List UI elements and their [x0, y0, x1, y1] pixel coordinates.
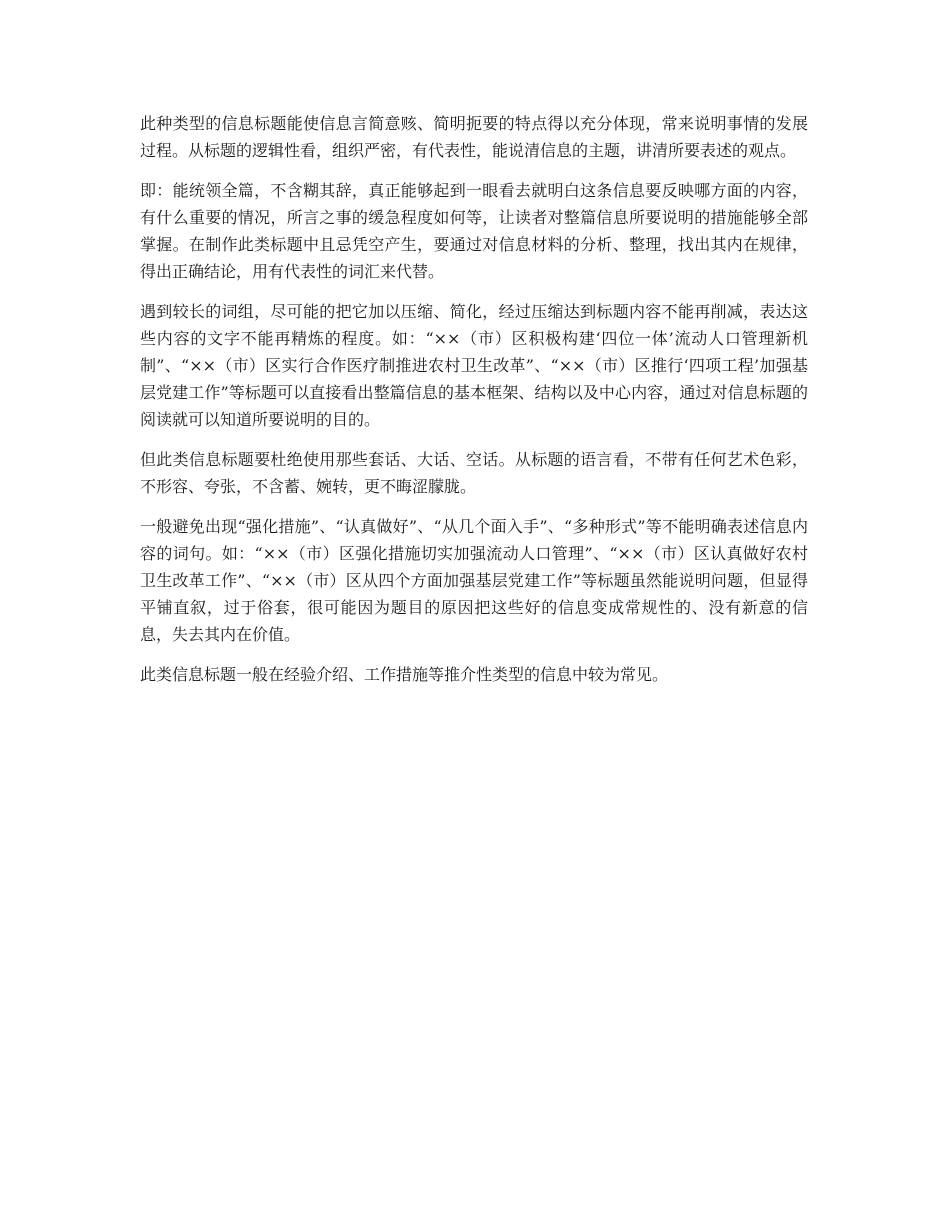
- document-body: [140, 110, 808, 701]
- paragraph-4: 但此类信息标题要杜绝使用那些套话、大话、空话。从标题的语言看，不带有任何艺术色彩，不形容、夸张，不含蓄、婉转，更不晦涩朦胧。: [140, 450, 808, 496]
- paragraph-2: 即：能统领全篇，不含糊其辞，真正能够起到一眼看去就明白这条信息要反映哪方面的内容，有什么重要的情况，所言之事的缓急程度如何等，让读者对整篇信息所要说明的措施能够全部掌握。在制作此类标题中且忌凭空产生，要通过对信息材料的分析、整理，找出其内在规律，得出正确结论，用有代表性的词汇来代替。: [140, 181, 808, 281]
- paragraph-1: 此种类型的信息标题能使信息言简意赅、简明扼要的特点得以充分体现，常来说明事情的发展过程。从标题的逻辑性看，组织严密，有代表性，能说清信息的主题，讲清所要表述的观点。: [140, 114, 808, 160]
- paragraph-3: 遇到较长的词组，尽可能的把它加以压缩、简化，经过压缩达到标题内容不能再削减，表达这些内容的文字不能再精炼的程度。如：“××（市）区积极构建‘四位一体’流动人口管理新机制”、“××（市）区实行合作医疗制推进农村卫生改革”、“××（市）区推行‘四项工程’加强基层党建工作”等标题可以直接看出整篇信息的基本框架、结构以及中心内容，通过对信息标题的阅读就可以知道所要说明的目的。: [140, 302, 808, 429]
- paragraph-6: 此类信息标题一般在经验介绍、工作措施等推介性类型的信息中较为常见。: [140, 665, 669, 684]
- paragraph-5: 一般避免出现“强化措施”、“认真做好”、“从几个面入手”、“多种形式”等不能明确表述信息内容的词句。如：“××（市）区强化措施切实加强流动人口管理”、“××（市）区认真做好农村卫生改革工作”、“××（市）区从四个方面加强基层党建工作”等标题虽然能说明问题，但显得平铺直叙，过于俗套，很可能因为题目的原因把这些好的信息变成常规性的、没有新意的信息，失去其内在价值。: [140, 517, 808, 644]
